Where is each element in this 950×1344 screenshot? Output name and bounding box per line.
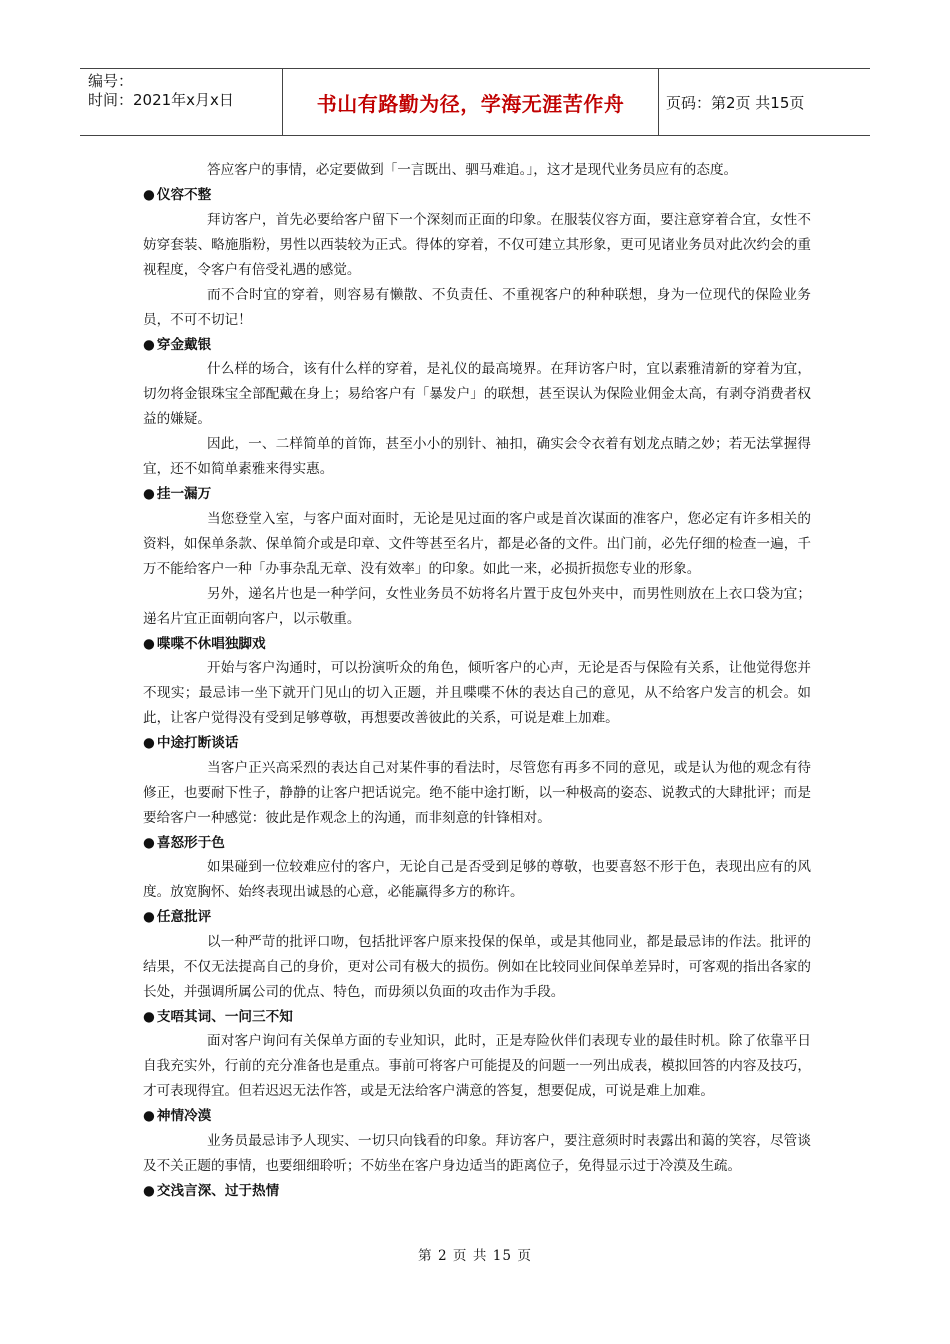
section-heading [143,1005,811,1030]
paragraph: 什么样的场合，该有什么样的穿着，是礼仪的最高境界。在拜访客户时，宜以素雅清新的穿着为宜，切勿将金银珠宝全部配戴在身上；易给客户有「暴发户」的联想，甚至误认为保险业佣金太高，有剥夺消费者权益的嫌疑。 [143,361,811,427]
section-heading [143,183,811,208]
bullet-icon: ● [143,1008,155,1025]
paragraph: 面对客户询问有关保单方面的专业知识，此时，正是寿险伙伴们表现专业的最佳时机。除了依靠平日自我充实外，行前的充分准备也是重点。事前可将客户可能提及的问题一一列出成表，模拟回答的内容及技巧，才可表现得宜。但若迟迟无法作答，或是无法给客户满意的答复，想要促成，可说是难上加难。 [143,1033,811,1099]
paragraph: 当您登堂入室，与客户面对面时，无论是见过面的客户或是首次谋面的准客户，您必定有许多相关的资料，如保单条款、保单简介或是印章、文件等甚至名片，都是必备的文件。出门前，必先仔细的检查一遍，千万不能给客户一种「办事杂乱无章、没有效率」的印象。如此一来，必损折损您专业的形象。 [143,510,811,577]
paragraph: 而不合时宜的穿着，则容易有懒散、不负责任、不重视客户的种种联想，身为一位现代的保险业务员，不可不切记！ [143,286,811,328]
number-label: 编号： [88,72,134,90]
bullet-icon: ● [143,1182,155,1199]
bullet-icon: ● [143,187,155,203]
paragraph: 业务员最忌讳予人现实、一切只向钱看的印象。拜访客户，要注意须时时表露出和蔼的笑容，尽管谈及不关正题的事情，也要细细聆听；不妨坐在客户身边适当的距离位子，免得显示过于冷漠及生疏。 [143,1132,811,1174]
section-heading-text: 支唔其词、一问三不知 [156,1008,293,1025]
section-heading [143,482,811,507]
section-heading [143,333,811,358]
section-heading-text: 挂一漏万 [156,486,212,502]
paragraph: 拜访客户，首先必要给客户留下一个深刻而正面的印象。在服装仪容方面，要注意穿着合宜，女性不妨穿套装、略施脂粉，男性以西装较为正式。得体的穿着，不仅可建立其形象，更可见诸业务员对此次约会的重视程度，令客户有倍受礼遇的感觉。 [143,211,811,278]
bullet-icon: ● [143,834,155,851]
paragraph: 因此，一、二样简单的首饰，甚至小小的别针、袖扣，确实会令衣着有划龙点睛之妙；若无法掌握得宜，还不如简单素雅来得实惠。 [143,436,811,477]
paragraph: 另外，递名片也是一种学问，女性业务员不妨将名片置于皮包外夹中，而男性则放在上衣口袋为宜；递名片宜正面朝向客户，以示敬重。 [143,585,811,627]
document-body [143,158,811,1203]
section-heading [143,1179,811,1204]
bullet-icon: ● [143,336,155,353]
section-heading-text: 喜怒形于色 [156,834,225,851]
page-header [80,68,870,136]
header-meta [80,69,283,135]
section-heading [143,1104,811,1129]
section-heading-text: 任意批评 [156,909,212,925]
paragraph: 当客户正兴高采烈的表达自己对某件事的看法时，尽管您有再多不同的意见，或是认为他的观念有待修正，也要耐下性子，静静的让客户把话说完。绝不能中途打断，以一种极高的姿态、说教式的大肆批评；而是要给客户一种感觉：彼此是作观念上的沟通，而非刻意的针锋相对。 [143,759,811,826]
paragraph: 以一种严苛的批评口吻，包括批评客户原来投保的保单，或是其他同业，都是最忌讳的作法。批评的结果，不仅无法提高自己的身价，更对公司有极大的损伤。例如在比较同业间保单差异时，可客观的指出各家的长处，并强调所属公司的优点、特色，而毋须以负面的攻击作为手段。 [143,933,811,1000]
paragraph: 如果碰到一位较难应付的客户，无论自己是否受到足够的尊敬，也要喜怒不形于色，表现出应有的风度。放宽胸怀、始终表现出诚恳的心意，必能赢得多方的称许。 [143,859,811,900]
section-heading-text: 穿金戴银 [156,336,212,353]
section-heading-text: 交浅言深、过于热情 [156,1182,280,1199]
bullet-icon: ● [143,735,155,751]
bullet-icon: ● [143,486,155,502]
paragraph: 答应客户的事情，必定要做到「一言既出、驷马难追。」，这才是现代业务员应有的态度。 [207,162,738,178]
section-heading-text: 喋喋不休唱独脚戏 [156,635,266,652]
section-heading [143,905,811,930]
paragraph: 开始与客户沟通时，可以扮演听众的角色，倾听客户的心声，无论是否与保险有关系，让他觉得您并不现实；最忌讳一坐下就开门见山的切入正题，并且喋喋不休的表达自己的意见，从不给客户发言的机会。如此，让客户觉得没有受到足够尊敬，再想要改善彼此的关系，可说是难上加难。 [143,660,811,726]
section-heading-text: 仪容不整 [156,187,212,203]
section-heading-text: 中途打断谈话 [156,735,239,751]
time-label: 时间：2021年x月x日 [88,91,234,109]
section-heading [143,632,811,657]
section-heading-text: 神情冷漠 [156,1108,212,1124]
header-page-label: 页码：第2页 共15页 [666,93,805,112]
section-heading [143,731,811,756]
bullet-icon: ● [143,635,155,652]
page-footer: 第 2 页 共 15 页 [418,1248,532,1264]
header-motto: 书山有路勤为径，学海无涯苦作舟 [283,69,659,135]
section-heading [143,831,811,856]
bullet-icon: ● [143,909,155,925]
bullet-icon: ● [143,1108,155,1124]
